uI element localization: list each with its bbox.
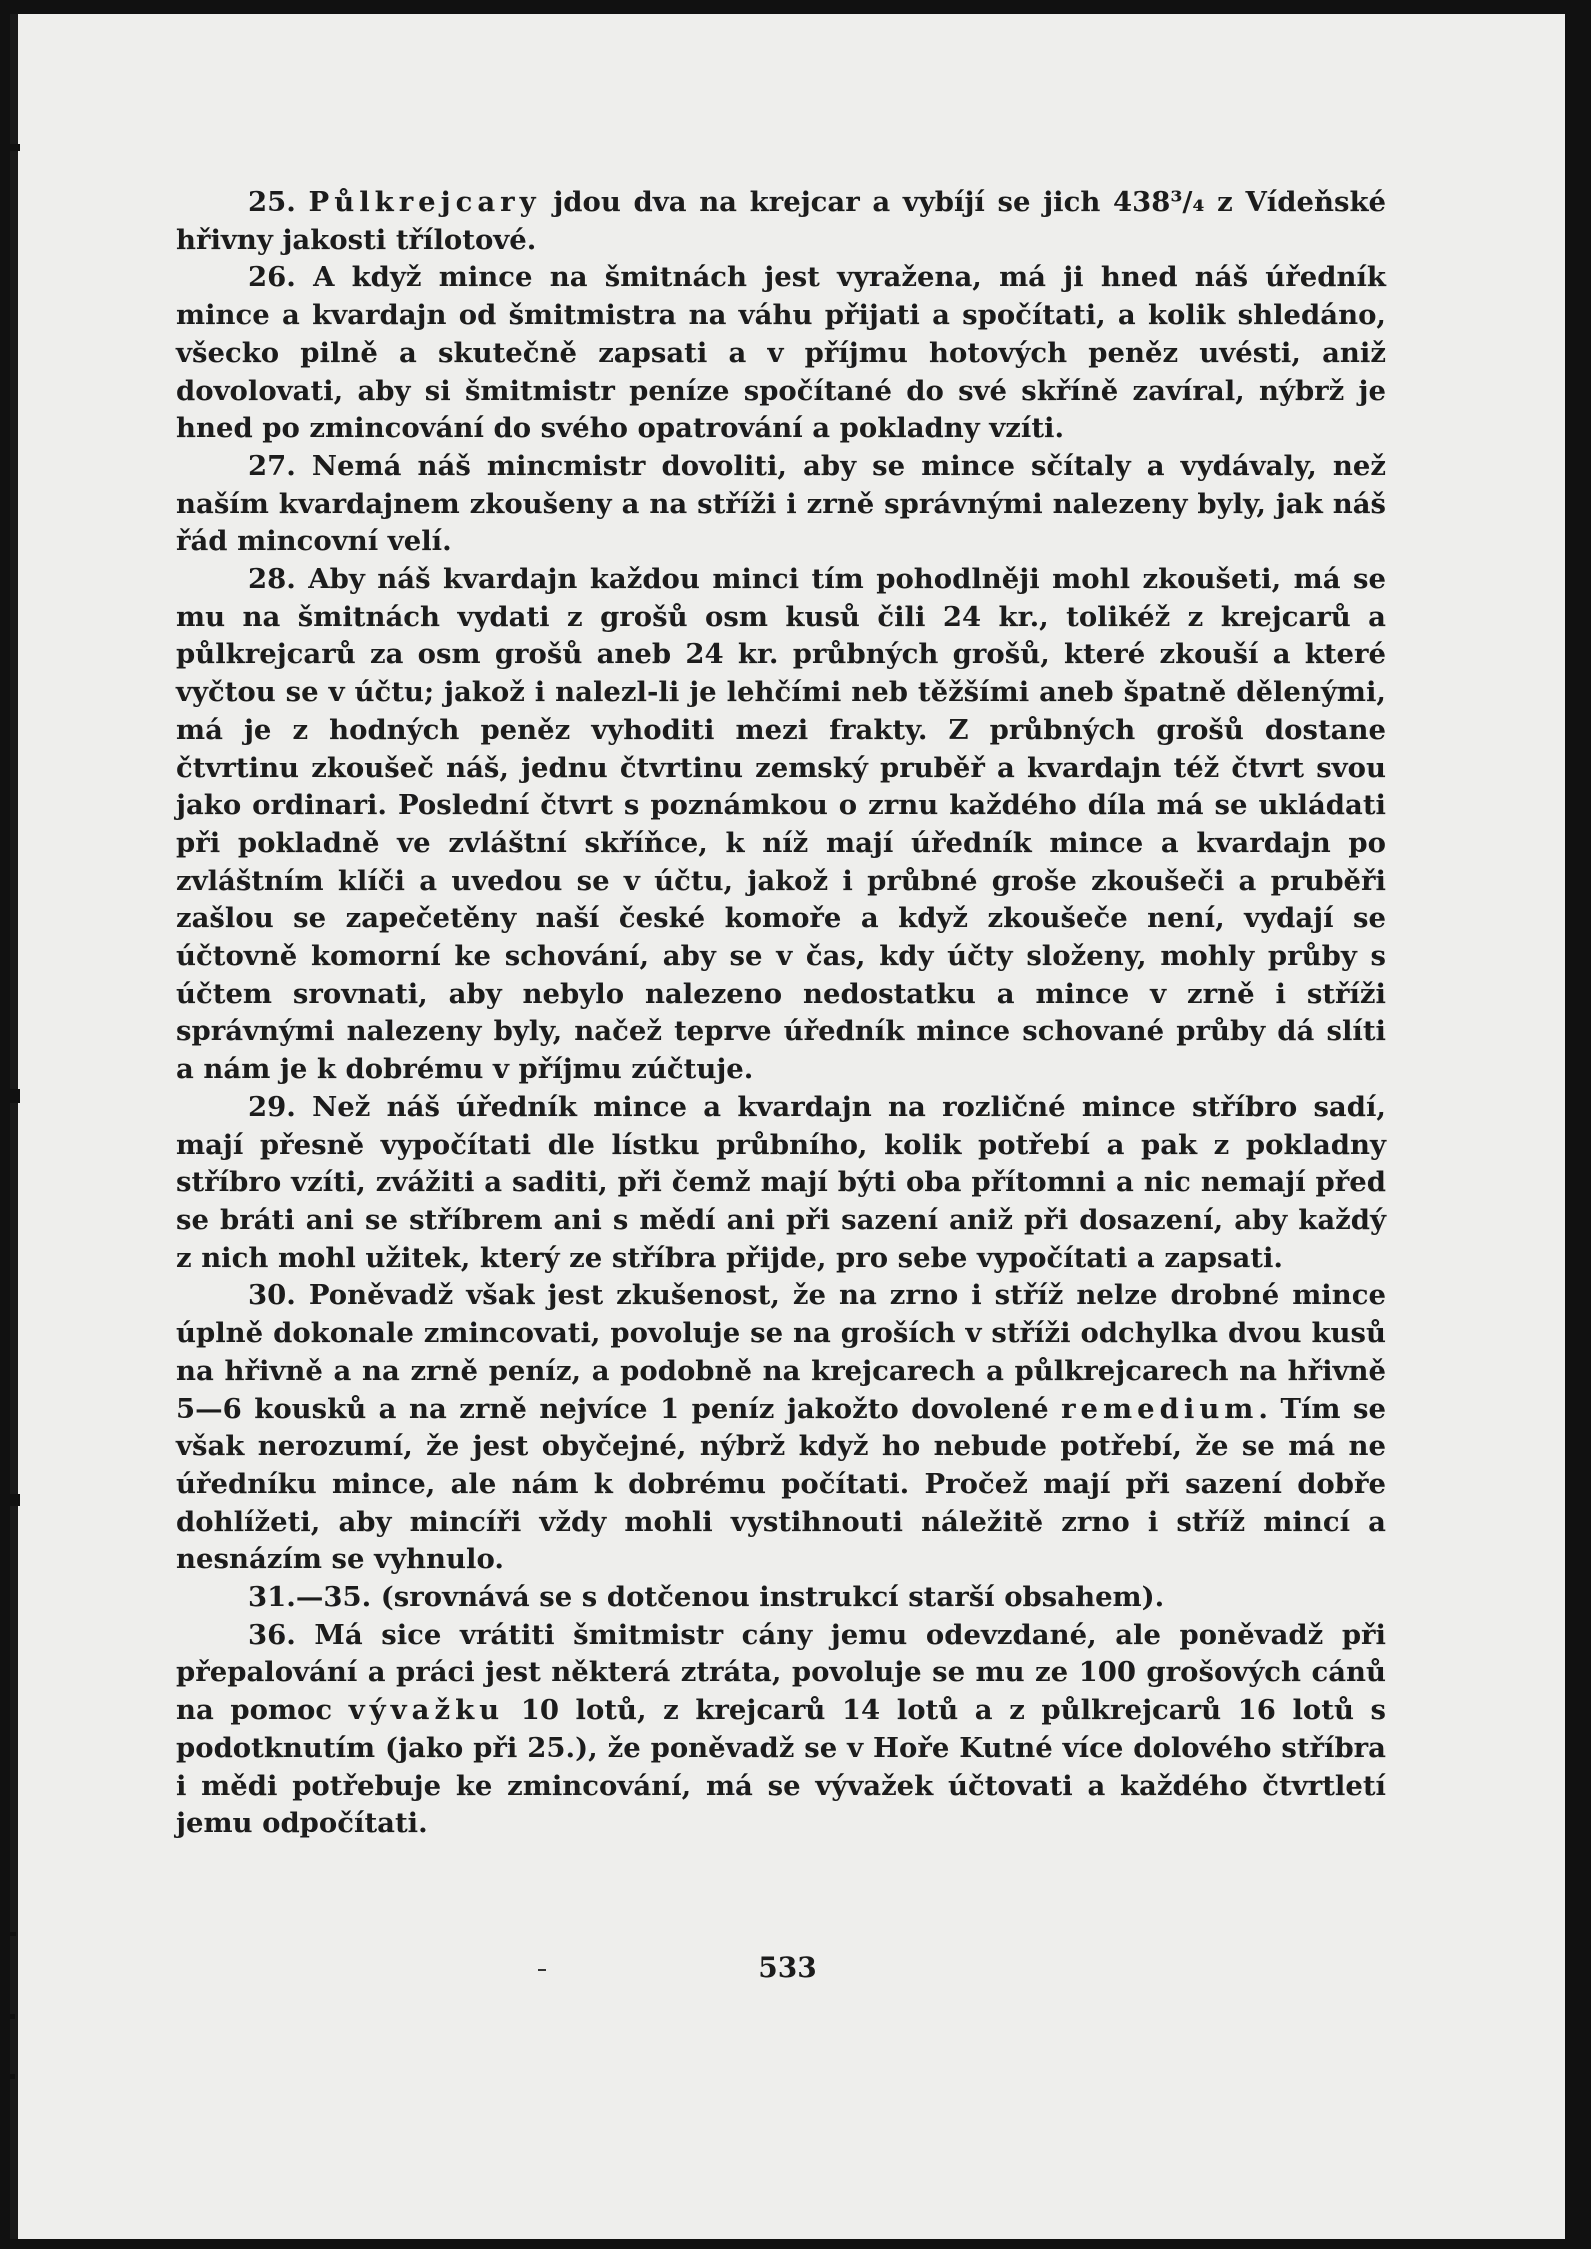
binding-edge: [10, 14, 18, 2239]
paragraph-number: 27.: [248, 449, 296, 482]
paragraph-28: [176, 561, 1386, 1089]
paragraph-text: (srovnává se s dotčenou instrukcí starší obsahem).: [371, 1581, 1165, 1614]
paragraph-text: Má sice vrátiti šmitmistr cány jemu odevzdané, ale poněvadž při přepalování a práci jest některá ztráta, povoluje se mu ze 100 grošových cánů na pomoc: [176, 1618, 1386, 1727]
scan-mark: [10, 1932, 16, 1936]
scan-mark: [10, 1494, 20, 1506]
paragraph-number: 28.: [248, 563, 296, 596]
paragraph-27: [176, 448, 1386, 561]
paragraph-number: 25.: [248, 186, 296, 218]
scan-mark: [10, 144, 20, 151]
paragraph-29: [176, 1089, 1386, 1278]
spaced-term: remedium: [1061, 1392, 1259, 1425]
scan-mark: [10, 2074, 15, 2079]
spaced-term: vývažku: [348, 1694, 505, 1727]
paragraph-text-continued: 10 lotů, z krejcarů 14 lotů a z půlkrejcarů 16 lotů s podotknutím (jako při 25.), že poněvadž se v Hoře Kutné více dolového stříbra i mědi potřebuje ke zmincování, má se vývažek účtovati a každého čtvrtletí jemu odpočítati.: [176, 1694, 1387, 1840]
paragraph-26: [176, 259, 1386, 448]
page-number: 533: [758, 1951, 817, 1984]
paragraph-number: 30.: [248, 1279, 296, 1312]
paragraph-text-continued: . Tím se však nerozumí, že jest obyčejné, nýbrž když ho nebude potřebí, že se má ne úředníku mince, ale nám k dobrému počítati. Pročež mají při sazení dobře dohlížeti, aby mincíři vždy mohli vystihnouti náležitě zrno i stříž mincí a nesnázím se vyhnulo.: [176, 1392, 1386, 1576]
scanned-page: [10, 14, 1565, 2239]
paragraph-text: jdou dva na krejcar a vybíjí se jich 438³/₄ z Vídeňské hřivny jakosti třílotové.: [176, 186, 1387, 256]
paragraph-number: 36.: [248, 1618, 296, 1651]
paragraph-31-35: [176, 1579, 1386, 1617]
paragraph-text: Aby náš kvardajn každou minci tím pohodlněji mohl zkoušeti, má se mu na šmitnách vydati z grošů osm kusů čili 24 kr., tolikéž z krejcarů a půlkrejcarů za osm grošů aneb 24 kr. průbných grošů, které zkouší a které vyčtou se v účtu; jakož i nalezl-li je lehčími neb těžšími aneb špatně dělenými, má je z hodných peněz vyhoditi mezi frakty. Z průbných grošů dostane čtvrtinu zkoušeč náš, jednu čtvrtinu zemský pruběř a kvardajn též čtvrt svou jako ordinari. Poslední čtvrt s poznámkou o zrnu každého díla má se ukládati při pokladně ve zvláštní skříňce, k níž mají úředník mince a kvardajn po zvláštním klíči a uvedou se v účtu, jakož i průbné groše zkoušeči a pruběři zašlou se zapečetěny naší české komoře a když zkoušeče není, vydají se účtovně komorní ke schování, aby se v čas, kdy účty složeny, mohly průby s účtem srovnati, aby nebylo nalezeno nedostatku a mince v zrně i stříži správnými nalezeny byly, načež teprve úředník mince schované průby dá slíti a nám je k dobrému v příjmu zúčtuje.: [176, 563, 1386, 1086]
paragraph-number: 29.: [248, 1090, 296, 1123]
paragraph-text: A když mince na šmitnách jest vyražena, má ji hned náš úředník mince a kvardajn od šmitmistra na váhu přijati a spočítati, a kolik shledáno, všecko pilně a skutečně zapsati a v příjmu hotových peněz uvésti, aniž dovolovati, aby si šmitmistr peníze spočítané do své skříně zavíral, nýbrž je hned po zmincování do svého opatrování a pokladny vzíti.: [176, 261, 1386, 445]
paragraph-number: 31.—35.: [248, 1581, 372, 1614]
paragraph-30: [176, 1277, 1386, 1579]
scan-mark: [10, 2014, 15, 2019]
body-text: [176, 184, 1386, 1843]
paragraph-36: [176, 1617, 1386, 1843]
paragraph-text: Než náš úředník mince a kvardajn na rozličné mince stříbro sadí, mají přesně vypočítati dle lístku průbního, kolik potřebí a pak z pokladny stříbro vzíti, zvážiti a saditi, při čemž mají býti oba přítomni a nic nemají před se bráti ani se stříbrem ani s mědí ani při sazení aniž při dosazení, aby každý z nich mohl užitek, který ze stříbra přijde, pro sebe vypočítati a zapsati.: [176, 1090, 1386, 1274]
spaced-term: Půlkrejcary: [308, 186, 541, 218]
paragraph-text: Poněvadž však jest zkušenost, že na zrno i stříž nelze drobné mince úplně dokonale zmincovati, povoluje se na groších v stříži odchylka dvou kusů na hřivně a na zrně peníz, a podobně na krejcarech a půlkrejcarech na hřivně 5—6 kousků a na zrně nejvíce 1 peníz jakožto dovolené: [176, 1279, 1386, 1425]
paragraph-25: [176, 184, 1386, 259]
paragraph-number: 26.: [248, 261, 296, 294]
scan-mark: [10, 1089, 20, 1103]
paragraph-text: Nemá náš mincmistr dovoliti, aby se mince sčítaly a vydávaly, než naším kvardajnem zkoušeny a na stříži i zrně správnými nalezeny byly, jak náš řád mincovní velí.: [176, 449, 1386, 558]
